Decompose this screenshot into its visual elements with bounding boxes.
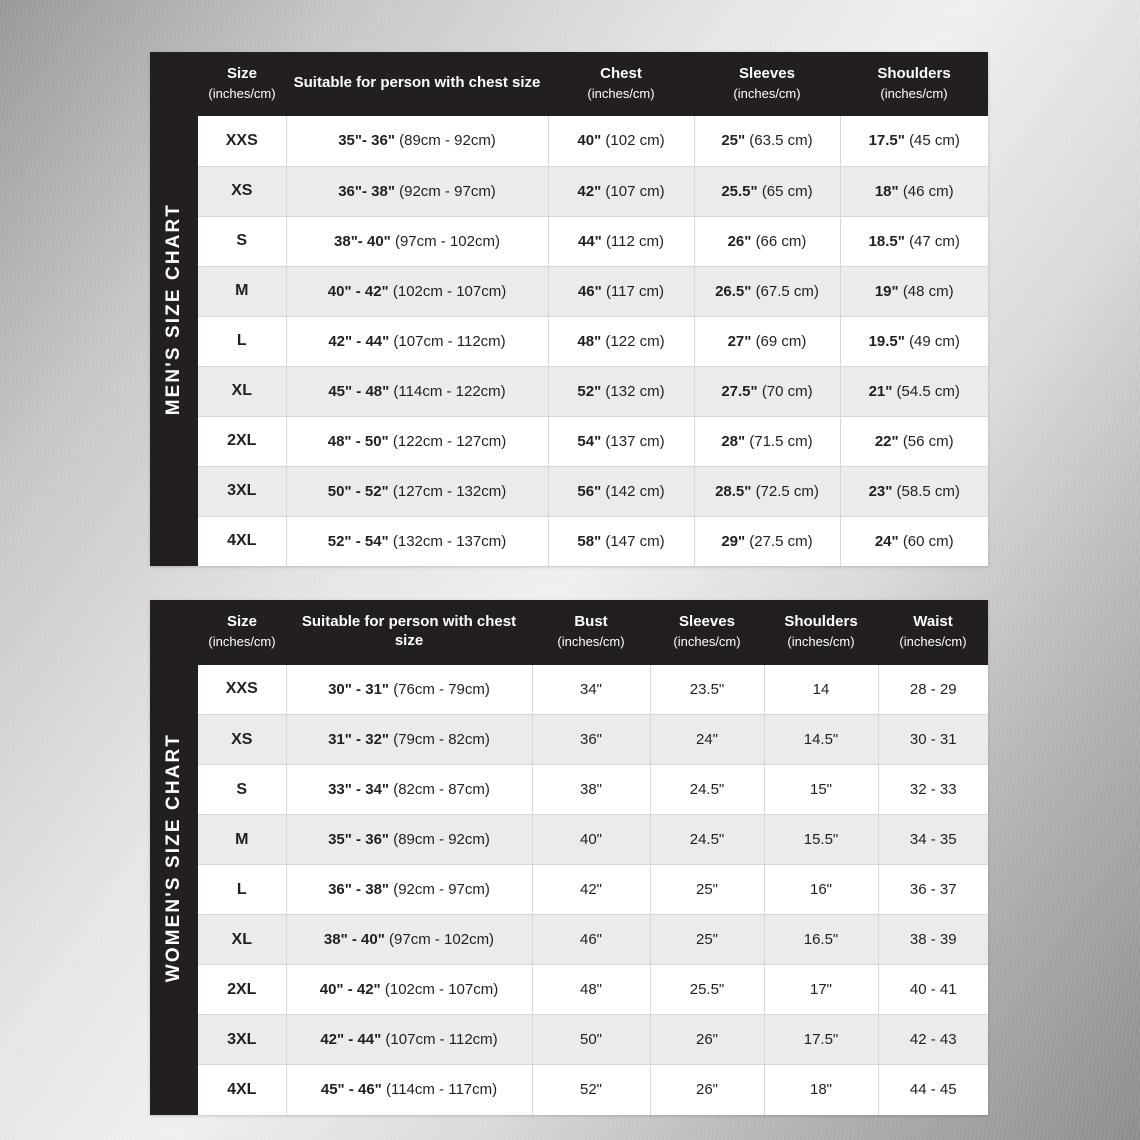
womens-cell-shoulders: 17.5" bbox=[764, 1015, 878, 1065]
value-light: (67.5 cm) bbox=[755, 282, 819, 300]
value-bold: 30" - 31" bbox=[328, 680, 390, 698]
value-light: (45 cm) bbox=[909, 132, 960, 150]
womens-cell-size: M bbox=[198, 815, 286, 865]
value-bold: 19" bbox=[874, 282, 899, 300]
womens-col-bust-sub: (inches/cm) bbox=[557, 634, 625, 649]
mens-cell-shoulders bbox=[840, 416, 988, 466]
value-bold: 44" bbox=[577, 232, 602, 250]
womens-cell-shoulders: 16.5" bbox=[764, 915, 878, 965]
value-light: (107cm - 112cm) bbox=[385, 1031, 498, 1048]
womens-cell-size: S bbox=[198, 765, 286, 815]
mens-cell-sleeves bbox=[694, 466, 840, 516]
womens-col-sleeves-title: Sleeves bbox=[679, 613, 735, 631]
value-bold: 50" - 52" bbox=[327, 482, 389, 500]
value-light: (54.5 cm) bbox=[896, 382, 960, 400]
value-light: (132 cm) bbox=[605, 382, 665, 400]
value-light: (132cm - 137cm) bbox=[392, 532, 507, 550]
womens-cell-shoulders: 15" bbox=[764, 765, 878, 815]
mens-cell-size: L bbox=[198, 316, 286, 366]
mens-size-table bbox=[198, 52, 988, 566]
mens-header-row bbox=[198, 52, 988, 116]
womens-col-sleeves-sub: (inches/cm) bbox=[673, 634, 741, 649]
mens-cell-size: 3XL bbox=[198, 466, 286, 516]
value-light: (97cm - 102cm) bbox=[394, 232, 500, 250]
value-bold: 42" bbox=[577, 182, 602, 200]
womens-cell-waist: 44 - 45 bbox=[878, 1065, 988, 1115]
value-light: (71.5 cm) bbox=[749, 432, 813, 450]
value-light: (66 cm) bbox=[755, 232, 807, 250]
value-bold: 27" bbox=[727, 332, 752, 350]
mens-table-body bbox=[198, 116, 988, 566]
womens-cell-bust: 36" bbox=[532, 715, 650, 765]
mens-cell-suitable bbox=[286, 166, 548, 216]
mens-cell-shoulders bbox=[840, 516, 988, 566]
womens-cell-sleeves: 24.5" bbox=[650, 815, 764, 865]
value-bold: 52" bbox=[577, 382, 602, 400]
value-bold: 24" bbox=[874, 532, 899, 550]
mens-col-size-title: Size bbox=[226, 65, 257, 82]
mens-cell-shoulders bbox=[840, 166, 988, 216]
mens-cell-suitable bbox=[286, 466, 548, 516]
womens-cell-sleeves: 26" bbox=[650, 1065, 764, 1115]
womens-cell-bust: 52" bbox=[532, 1065, 650, 1115]
value-light: (142 cm) bbox=[605, 482, 665, 500]
mens-cell-suitable bbox=[286, 316, 548, 366]
womens-cell-suitable bbox=[286, 815, 532, 865]
mens-cell-size: XL bbox=[198, 366, 286, 416]
value-bold: 36"- 38" bbox=[338, 182, 395, 200]
mens-cell-size: 4XL bbox=[198, 516, 286, 566]
value-light: (97cm - 102cm) bbox=[389, 931, 495, 948]
value-bold: 21" bbox=[868, 382, 893, 400]
value-bold: 26.5" bbox=[715, 282, 752, 300]
womens-cell-waist: 42 - 43 bbox=[878, 1015, 988, 1065]
value-light: (114cm - 122cm) bbox=[393, 382, 506, 400]
value-bold: 28" bbox=[721, 432, 746, 450]
value-bold: 42" - 44" bbox=[328, 332, 390, 350]
value-bold: 52" - 54" bbox=[327, 532, 389, 550]
womens-chart-side-label bbox=[150, 600, 198, 1115]
womens-cell-size: 3XL bbox=[198, 1015, 286, 1065]
value-bold: 36" - 38" bbox=[328, 881, 390, 898]
table-row bbox=[198, 466, 988, 516]
value-bold: 29" bbox=[721, 532, 746, 550]
womens-cell-size: 4XL bbox=[198, 1065, 286, 1115]
womens-col-size-title: Size bbox=[226, 613, 257, 631]
mens-cell-chest bbox=[548, 466, 694, 516]
value-light: (89cm - 92cm) bbox=[393, 831, 490, 848]
womens-col-shoulders bbox=[764, 600, 878, 665]
value-bold: 19.5" bbox=[868, 332, 905, 350]
value-bold: 23" bbox=[868, 482, 893, 500]
womens-cell-waist: 36 - 37 bbox=[878, 865, 988, 915]
womens-col-sleeves bbox=[650, 600, 764, 665]
womens-cell-suitable bbox=[286, 765, 532, 815]
mens-cell-sleeves bbox=[694, 216, 840, 266]
womens-cell-sleeves: 25" bbox=[650, 865, 764, 915]
womens-cell-waist: 34 - 35 bbox=[878, 815, 988, 865]
value-bold: 45" - 48" bbox=[328, 382, 390, 400]
mens-cell-chest bbox=[548, 116, 694, 166]
womens-cell-size: L bbox=[198, 865, 286, 915]
mens-cell-shoulders bbox=[840, 266, 988, 316]
womens-cell-suitable bbox=[286, 715, 532, 765]
womens-col-bust-title: Bust bbox=[574, 613, 608, 631]
womens-cell-sleeves: 25" bbox=[650, 915, 764, 965]
value-bold: 38"- 40" bbox=[334, 232, 391, 250]
table-row bbox=[198, 865, 988, 915]
table-row bbox=[198, 965, 988, 1015]
value-bold: 38" - 40" bbox=[323, 931, 385, 948]
table-row bbox=[198, 765, 988, 815]
value-light: (92cm - 97cm) bbox=[399, 182, 496, 200]
womens-cell-sleeves: 25.5" bbox=[650, 965, 764, 1015]
womens-cell-bust: 50" bbox=[532, 1015, 650, 1065]
womens-col-size-sub: (inches/cm) bbox=[208, 634, 276, 649]
value-light: (46 cm) bbox=[902, 182, 954, 200]
value-light: (137 cm) bbox=[605, 432, 665, 450]
value-bold: 18.5" bbox=[868, 232, 905, 250]
mens-col-shoulders bbox=[840, 52, 988, 116]
mens-col-size bbox=[198, 52, 286, 116]
womens-col-shoulders-title: Shoulders bbox=[784, 613, 858, 631]
value-light: (122cm - 127cm) bbox=[392, 432, 507, 450]
womens-cell-size: XL bbox=[198, 915, 286, 965]
value-light: (58.5 cm) bbox=[896, 482, 960, 500]
value-light: (60 cm) bbox=[902, 532, 954, 550]
table-row bbox=[198, 416, 988, 466]
womens-cell-waist: 40 - 41 bbox=[878, 965, 988, 1015]
value-light: (27.5 cm) bbox=[749, 532, 813, 550]
womens-cell-suitable bbox=[286, 965, 532, 1015]
womens-cell-bust: 46" bbox=[532, 915, 650, 965]
value-light: (112 cm) bbox=[605, 232, 665, 250]
womens-cell-waist: 30 - 31 bbox=[878, 715, 988, 765]
womens-cell-waist: 28 - 29 bbox=[878, 665, 988, 715]
mens-cell-chest bbox=[548, 316, 694, 366]
womens-cell-size: XXS bbox=[198, 665, 286, 715]
womens-cell-sleeves: 24.5" bbox=[650, 765, 764, 815]
value-light: (82cm - 87cm) bbox=[393, 781, 490, 798]
womens-cell-bust: 34" bbox=[532, 665, 650, 715]
table-row bbox=[198, 516, 988, 566]
mens-cell-size: XS bbox=[198, 166, 286, 216]
table-row bbox=[198, 715, 988, 765]
value-bold: 35"- 36" bbox=[338, 132, 395, 150]
value-light: (69 cm) bbox=[755, 332, 807, 350]
mens-cell-suitable bbox=[286, 416, 548, 466]
mens-cell-chest bbox=[548, 266, 694, 316]
value-light: (92cm - 97cm) bbox=[393, 881, 490, 898]
table-row bbox=[198, 1015, 988, 1065]
value-light: (56 cm) bbox=[902, 432, 954, 450]
womens-cell-size: XS bbox=[198, 715, 286, 765]
womens-col-bust bbox=[532, 600, 650, 665]
womens-cell-waist: 32 - 33 bbox=[878, 765, 988, 815]
value-bold: 33" - 34" bbox=[328, 781, 390, 798]
womens-cell-sleeves: 23.5" bbox=[650, 665, 764, 715]
value-bold: 40" bbox=[577, 132, 602, 150]
mens-cell-sleeves bbox=[694, 266, 840, 316]
table-row bbox=[198, 1065, 988, 1115]
value-light: (65 cm) bbox=[761, 182, 813, 200]
value-light: (147 cm) bbox=[605, 532, 665, 550]
value-light: (107cm - 112cm) bbox=[393, 332, 506, 350]
womens-table-head bbox=[198, 600, 988, 665]
value-bold: 28.5" bbox=[715, 482, 752, 500]
womens-cell-shoulders: 17" bbox=[764, 965, 878, 1015]
mens-col-sleeves-sub: (inches/cm) bbox=[733, 85, 801, 101]
womens-size-chart bbox=[150, 600, 988, 1115]
womens-col-waist-sub: (inches/cm) bbox=[899, 634, 967, 649]
womens-cell-suitable bbox=[286, 865, 532, 915]
womens-col-shoulders-sub: (inches/cm) bbox=[787, 634, 855, 649]
womens-col-size bbox=[198, 600, 286, 665]
value-light: (102cm - 107cm) bbox=[392, 282, 507, 300]
womens-col-waist bbox=[878, 600, 988, 665]
mens-cell-shoulders bbox=[840, 366, 988, 416]
value-bold: 31" - 32" bbox=[328, 731, 390, 748]
value-bold: 48" bbox=[577, 332, 602, 350]
mens-cell-suitable bbox=[286, 516, 548, 566]
value-light: (70 cm) bbox=[761, 382, 813, 400]
value-light: (72.5 cm) bbox=[755, 482, 819, 500]
womens-cell-bust: 38" bbox=[532, 765, 650, 815]
mens-cell-shoulders bbox=[840, 216, 988, 266]
value-light: (102cm - 107cm) bbox=[384, 981, 499, 998]
value-light: (76cm - 79cm) bbox=[393, 680, 490, 698]
womens-size-table bbox=[198, 600, 988, 1115]
mens-cell-shoulders bbox=[840, 116, 988, 166]
value-light: (79cm - 82cm) bbox=[393, 731, 490, 748]
value-bold: 46" bbox=[577, 282, 602, 300]
mens-cell-sleeves bbox=[694, 416, 840, 466]
value-bold: 22" bbox=[874, 432, 899, 450]
table-row bbox=[198, 216, 988, 266]
womens-cell-shoulders: 14 bbox=[764, 665, 878, 715]
womens-col-suitable-title: Suitable for person with chest size bbox=[301, 613, 517, 649]
mens-cell-suitable bbox=[286, 216, 548, 266]
mens-cell-sleeves bbox=[694, 366, 840, 416]
womens-cell-shoulders: 18" bbox=[764, 1065, 878, 1115]
mens-cell-sleeves bbox=[694, 166, 840, 216]
table-row bbox=[198, 815, 988, 865]
value-bold: 56" bbox=[577, 482, 602, 500]
mens-size-chart bbox=[150, 52, 988, 566]
mens-cell-shoulders bbox=[840, 316, 988, 366]
value-bold: 40" - 42" bbox=[319, 981, 381, 998]
value-bold: 40" - 42" bbox=[327, 282, 389, 300]
mens-chart-side-label-text: MEN'S SIZE CHART bbox=[163, 202, 184, 416]
value-bold: 54" bbox=[577, 432, 602, 450]
womens-cell-bust: 42" bbox=[532, 865, 650, 915]
value-bold: 45" - 46" bbox=[320, 1081, 382, 1099]
mens-cell-sleeves bbox=[694, 316, 840, 366]
womens-header-row bbox=[198, 600, 988, 665]
table-row bbox=[198, 116, 988, 166]
womens-cell-shoulders: 15.5" bbox=[764, 815, 878, 865]
value-light: (127cm - 132cm) bbox=[392, 482, 507, 500]
womens-cell-suitable bbox=[286, 1065, 532, 1115]
table-row bbox=[198, 915, 988, 965]
womens-cell-suitable bbox=[286, 665, 532, 715]
mens-cell-size: M bbox=[198, 266, 286, 316]
womens-chart-side-label-text: WOMEN'S SIZE CHART bbox=[163, 732, 184, 982]
value-bold: 18" bbox=[874, 182, 899, 200]
mens-table-head bbox=[198, 52, 988, 116]
mens-col-shoulders-title: Shoulders bbox=[877, 65, 951, 82]
value-light: (89cm - 92cm) bbox=[399, 132, 496, 150]
mens-cell-chest bbox=[548, 516, 694, 566]
table-row bbox=[198, 316, 988, 366]
mens-cell-suitable bbox=[286, 266, 548, 316]
mens-cell-chest bbox=[548, 216, 694, 266]
womens-cell-suitable bbox=[286, 915, 532, 965]
value-light: (114cm - 117cm) bbox=[385, 1081, 498, 1099]
value-light: (122 cm) bbox=[605, 332, 665, 350]
mens-cell-suitable bbox=[286, 116, 548, 166]
mens-col-chest bbox=[548, 52, 694, 116]
mens-col-chest-title: Chest bbox=[600, 65, 642, 82]
mens-col-sleeves-title: Sleeves bbox=[739, 65, 795, 82]
mens-cell-chest bbox=[548, 166, 694, 216]
value-bold: 27.5" bbox=[721, 382, 758, 400]
womens-cell-sleeves: 26" bbox=[650, 1015, 764, 1065]
value-bold: 25" bbox=[721, 132, 746, 150]
mens-cell-suitable bbox=[286, 366, 548, 416]
mens-cell-sleeves bbox=[694, 516, 840, 566]
mens-chart-side-label bbox=[150, 52, 198, 566]
womens-cell-bust: 48" bbox=[532, 965, 650, 1015]
value-light: (47 cm) bbox=[909, 232, 960, 250]
womens-col-waist-title: Waist bbox=[913, 613, 953, 631]
mens-cell-chest bbox=[548, 416, 694, 466]
mens-col-sleeves bbox=[694, 52, 840, 116]
womens-col-suitable bbox=[286, 600, 532, 665]
mens-col-suitable bbox=[286, 52, 548, 116]
table-row bbox=[198, 166, 988, 216]
mens-cell-chest bbox=[548, 366, 694, 416]
value-light: (63.5 cm) bbox=[749, 132, 813, 150]
value-bold: 17.5" bbox=[868, 132, 905, 150]
value-bold: 25.5" bbox=[721, 182, 758, 200]
table-row bbox=[198, 266, 988, 316]
mens-cell-sleeves bbox=[694, 116, 840, 166]
mens-cell-shoulders bbox=[840, 466, 988, 516]
value-bold: 58" bbox=[577, 532, 602, 550]
value-bold: 48" - 50" bbox=[327, 432, 389, 450]
table-row bbox=[198, 366, 988, 416]
mens-col-chest-sub: (inches/cm) bbox=[587, 85, 655, 101]
mens-col-suitable-title: Suitable for person with chest size bbox=[293, 74, 541, 92]
value-light: (49 cm) bbox=[909, 332, 960, 350]
value-bold: 35" - 36" bbox=[328, 831, 390, 848]
womens-table-body bbox=[198, 665, 988, 1115]
value-bold: 26" bbox=[727, 232, 752, 250]
mens-col-size-sub: (inches/cm) bbox=[208, 85, 276, 101]
womens-cell-bust: 40" bbox=[532, 815, 650, 865]
value-light: (107 cm) bbox=[605, 182, 665, 200]
value-light: (117 cm) bbox=[605, 282, 665, 300]
value-bold: 42" - 44" bbox=[320, 1031, 382, 1048]
mens-col-shoulders-sub: (inches/cm) bbox=[880, 85, 948, 101]
womens-cell-suitable bbox=[286, 1015, 532, 1065]
womens-cell-sleeves: 24" bbox=[650, 715, 764, 765]
mens-cell-size: 2XL bbox=[198, 416, 286, 466]
womens-cell-shoulders: 14.5" bbox=[764, 715, 878, 765]
womens-cell-size: 2XL bbox=[198, 965, 286, 1015]
value-light: (102 cm) bbox=[605, 132, 665, 150]
value-light: (48 cm) bbox=[902, 282, 954, 300]
womens-cell-shoulders: 16" bbox=[764, 865, 878, 915]
table-row bbox=[198, 665, 988, 715]
mens-cell-size: XXS bbox=[198, 116, 286, 166]
mens-cell-size: S bbox=[198, 216, 286, 266]
womens-cell-waist: 38 - 39 bbox=[878, 915, 988, 965]
